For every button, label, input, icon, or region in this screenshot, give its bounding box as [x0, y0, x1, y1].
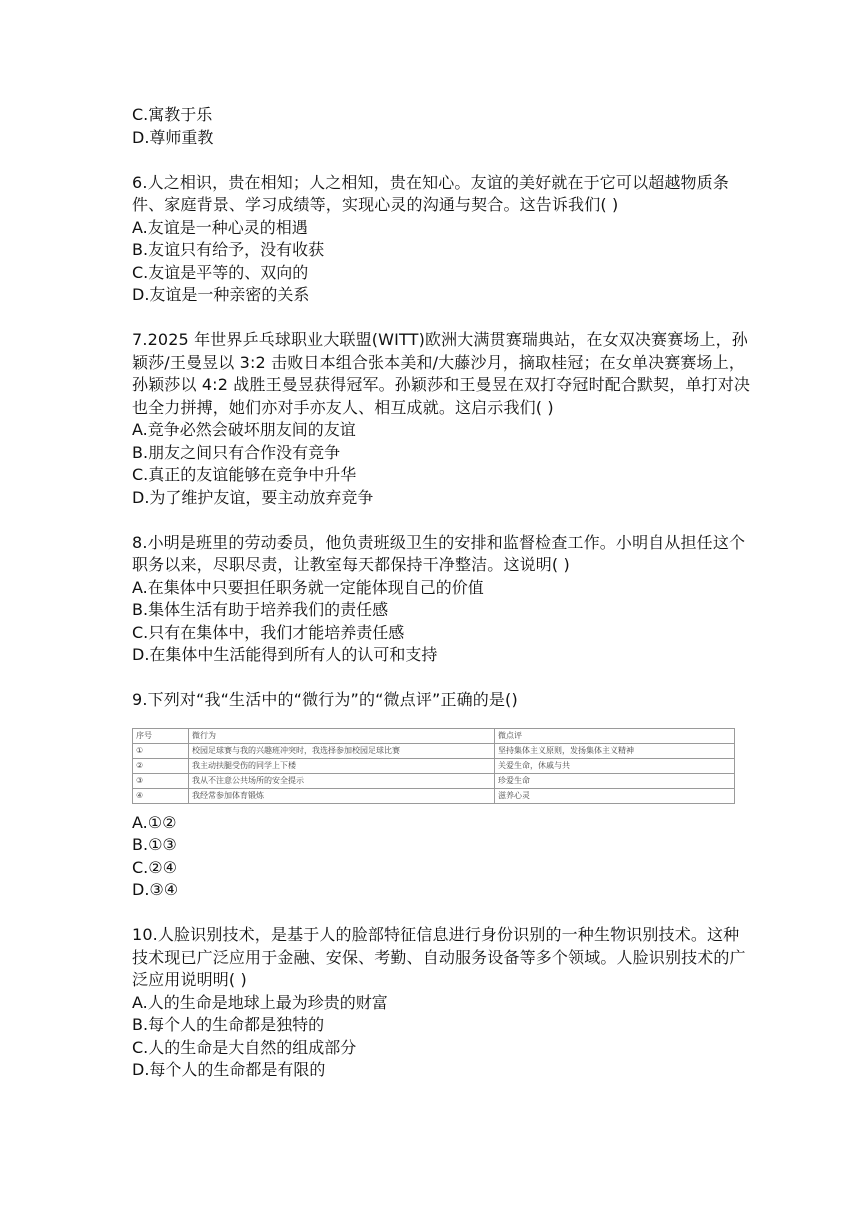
question-5-tail — [132, 104, 752, 149]
option-c: C.真正的友谊能够在竞争中升华 — [132, 465, 357, 484]
table-cell: 坚持集体主义原则，发扬集体主义精神 — [495, 743, 735, 758]
table-cell: 我经常参加体育锻炼 — [189, 788, 495, 803]
table-header-cell: 微行为 — [189, 728, 495, 743]
question-9 — [132, 689, 752, 902]
option-b: B.朋友之间只有合作没有竞争 — [132, 442, 341, 462]
question-6 — [132, 172, 752, 307]
table-cell: 珍爱生命 — [495, 773, 735, 788]
table-cell: ④ — [133, 788, 189, 803]
option-b: B.①③ — [132, 835, 177, 854]
table-cell: ③ — [133, 773, 189, 788]
option-c: C.友谊是平等的、双向的 — [132, 262, 309, 282]
option-d: D.每个人的生命都是有限的 — [132, 1060, 326, 1079]
option-a: A.在集体中只要担任职务就一定能体现自己的价值 — [132, 577, 484, 597]
question-stem: 9.下列对“我“生活中的“微行为”的“微点评”正确的是() — [132, 690, 518, 709]
table-row — [133, 788, 735, 803]
table-cell: 我主动扶腿受伤的同学上下楼 — [189, 758, 495, 773]
option-a: A.①② — [132, 812, 177, 832]
exam-page — [132, 104, 752, 1082]
behavior-table — [132, 728, 734, 804]
table-header-cell: 序号 — [133, 728, 189, 743]
option-d: D.友谊是一种亲密的关系 — [132, 285, 310, 304]
option-c: C.寓教于乐 — [132, 105, 213, 124]
option-d: D.在集体中生活能得到所有人的认可和支持 — [132, 645, 438, 664]
table-cell: ② — [133, 758, 189, 773]
question-stem: 7.2025 年世界乒乓球职业大联盟(WITT)欧洲大满贯赛瑞典站，在女双决赛赛场上，孙颖莎/王曼昱以 3:2 击败日本组合张本美和/大藤沙月，摘取桂冠；在女单决赛赛场上，孙颖莎以 4:2 战胜王曼昱获得冠军。孙颖莎和王曼昱在双打夺冠时配合默契，单打对决也全力拼搏，她们亦对手亦友人、相互成就。这启示我们( ) — [132, 330, 751, 417]
question-7 — [132, 329, 752, 509]
table-cell: 滋养心灵 — [495, 788, 735, 803]
question-8 — [132, 532, 752, 667]
option-d: D.③④ — [132, 880, 179, 899]
option-d: D.为了维护友谊，要主动放弃竞争 — [132, 487, 374, 507]
table-cell: 我从不注意公共场所的安全提示 — [189, 773, 495, 788]
question-10 — [132, 924, 752, 1082]
table-row — [133, 773, 735, 788]
table-cell: 校园足球赛与我的兴趣班冲突时，我选择参加校园足球比赛 — [189, 743, 495, 758]
option-a: A.人的生命是地球上最为珍贵的财富 — [132, 992, 388, 1012]
table-header-row — [133, 728, 735, 743]
table-cell: 关爱生命，休戚与共 — [495, 758, 735, 773]
option-b: B.集体生活有助于培养我们的责任感 — [132, 600, 389, 619]
table-row — [133, 743, 735, 758]
table-cell: ① — [133, 743, 189, 758]
option-a: A.竞争必然会破坏朋友间的友谊 — [132, 420, 356, 439]
option-a: A.友谊是一种心灵的相遇 — [132, 217, 308, 237]
option-b: B.每个人的生命都是独特的 — [132, 1015, 325, 1034]
table-header-cell: 微点评 — [495, 728, 735, 743]
option-c: C.②④ — [132, 857, 177, 877]
option-d: D.尊师重教 — [132, 127, 214, 147]
question-stem: 8.小明是班里的劳动委员，他负责班级卫生的安排和监督检查工作。小明自从担任这个职务以来，尽职尽责，让教室每天都保持干净整洁。这说明( ) — [132, 532, 746, 574]
option-c: C.人的生命是大自然的组成部分 — [132, 1037, 357, 1057]
question-stem: 10.人脸识别技术，是基于人的脸部特征信息进行身份识别的一种生物识别技术。这种技术现已广泛应用于金融、安保、考勤、自动服务设备等多个领域。人脸识别技术的广泛应用说明明( ) — [132, 925, 746, 989]
option-c: C.只有在集体中，我们才能培养责任感 — [132, 622, 405, 642]
table-row — [133, 758, 735, 773]
question-stem: 6.人之相识，贵在相知；人之相知，贵在知心。友谊的美好就在于它可以超越物质条件、家庭背景、学习成绩等，实现心灵的沟通与契合。这告诉我们( ) — [132, 172, 729, 214]
option-b: B.友谊只有给予，没有收获 — [132, 240, 325, 259]
